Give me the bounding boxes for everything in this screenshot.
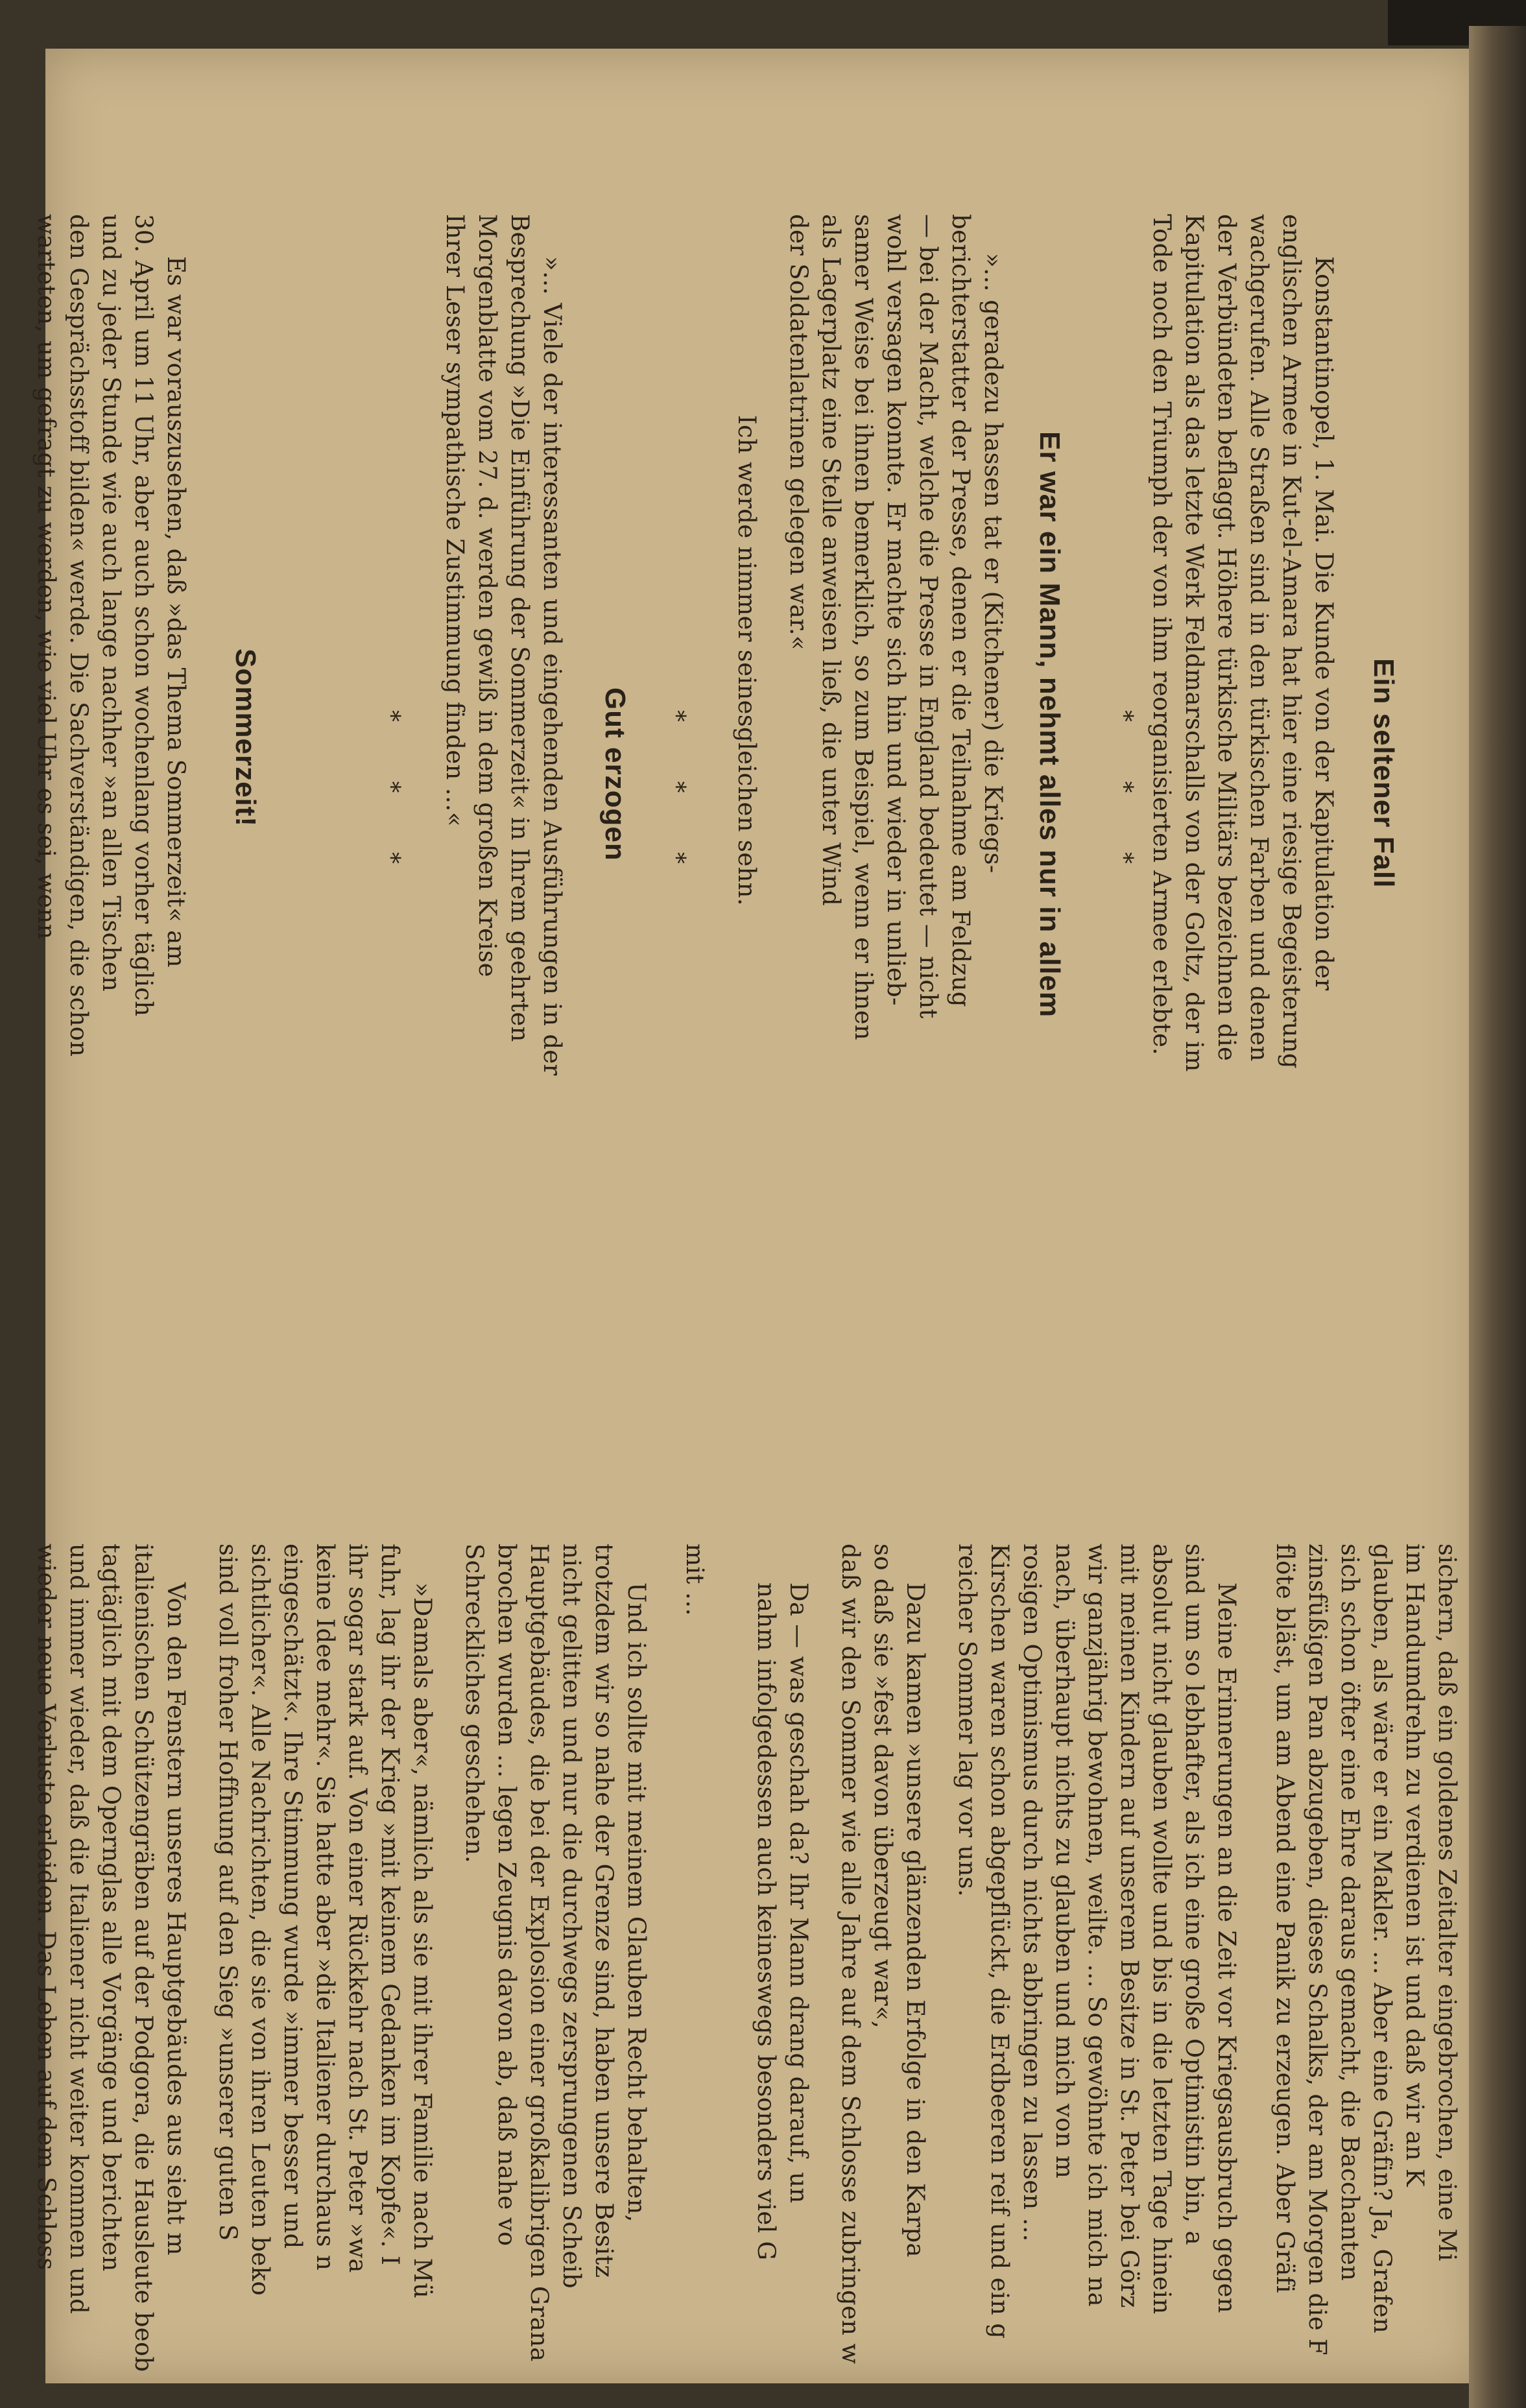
text-line: Da — was geschah da? Ihr Mann drang darauf, un <box>785 1582 813 2204</box>
text-line: »… Viele der interessanten und eingehenden Ausführungen in der <box>538 256 566 1076</box>
text-line: der Verbündeten beflaggt. Höhere türkische Militärs bezeichnen die <box>1213 214 1241 1062</box>
text-line: mit … <box>681 1544 709 1617</box>
text-line: brochen wurden … legen Zeugnis davon ab, daß nahe vo <box>493 1544 521 2247</box>
text-line: 30. April um 11 Uhr, aber auch schon wochenlang vorher täglich <box>130 214 158 1017</box>
text-line: flöte bläst, um am Abend eine Panik zu erzeugen. Aber Gräfi <box>1271 1544 1299 2293</box>
text-line: wieder neue Verluste erleiden. Das Leben auf dem Schloss <box>32 1544 60 2271</box>
text-line: Besprechung »Die Einführung der Sommerzeit« in Ihrem geehrten <box>506 214 534 1042</box>
title-ein-seltener-fall: Ein seltener Fall <box>1368 658 1400 888</box>
text-line: eingeschätzt«. Ihre Stimmung wurde »immer besser und <box>279 1544 307 2249</box>
text-line: Meine Erinnerungen an die Zeit vor Kriegsausbruch gegen <box>1213 1582 1241 2313</box>
text-line: sichern, daß ein goldenes Zeitalter eingebrochen, eine Mi <box>1433 1544 1461 2261</box>
right-column <box>0 1511 1526 2408</box>
text-line: Morgenblatte vom 27. d. werden gewiß in dem großen Kreise <box>473 214 501 977</box>
text-line: und immer wieder, daß die Italiener nicht weiter kommen und <box>65 1544 93 2315</box>
text-line: reicher Sommer lag vor uns. <box>953 1544 981 1897</box>
text-line: ihr sogar stark auf. Von einer Rückkehr nach St. Peter »wa <box>344 1544 372 2273</box>
text-line: berichterstatter der Presse, denen er die Teilnahme am Feldzug <box>947 214 975 1007</box>
separator-stars: * * * <box>663 710 689 890</box>
text-line: wir ganzjährig bewohnen, weilte. … So gewöhnte ich mich na <box>1083 1544 1111 2307</box>
text-line: absolut nicht glauben wollte und bis in die letzten Tage hinein <box>1148 1544 1176 2315</box>
text-line: Kapitulation als das letzte Werk Feldmarschalls von der Goltz, der im <box>1180 214 1208 1072</box>
text-line: nicht gelitten und nur die durchwegs zersprungenen Scheib <box>558 1544 586 2289</box>
text-line: den Gesprächsstoff bilden« werde. Die Sachverständigen, die schon <box>65 214 93 1057</box>
text-line: Konstantinopel, 1. Mai. Die Kunde von der Kapitulation der <box>1310 256 1338 991</box>
text-line: Ihrer Leser sympathische Zustimmung finden …« <box>441 214 469 827</box>
text-line: »Damals aber«, nämlich als sie mit ihrer Familie nach Mü <box>409 1582 436 2299</box>
text-line: wohl versagen konnte. Er machte sich hin und wieder in unlieb- <box>882 214 910 1006</box>
text-line: so daß sie »fest davon überzeugt war«, <box>869 1544 897 2029</box>
text-line: warteten, um gefragt zu werden, wie viel Uhr es sei, wenn <box>32 214 60 940</box>
quote-line: Ich werde nimmer seinesgleichen sehn. <box>733 415 761 906</box>
text-line: Dazu kamen »unsere glänzenden Erfolge in den Karpa <box>901 1582 929 2258</box>
text-line: Von den Fenstern unseres Hauptgebäudes aus sieht m <box>162 1582 190 2256</box>
text-line: trotzdem wir so nahe der Grenze sind, haben unsere Besitz <box>590 1544 618 2278</box>
text-line: Schreckliches geschehen. <box>460 1544 488 1864</box>
text-line: Kirschen waren schon abgepflückt, die Erdbeeren reif und ein g <box>986 1544 1014 2339</box>
text-line: sind um so lebhafter, als ich eine große Optimistin bin, a <box>1180 1544 1208 2245</box>
text-line: im Handumdrehn zu verdienen ist und daß wir an K <box>1401 1544 1429 2187</box>
text-line: fuhr, lag ihr der Krieg »mit keinem Gedanken im Kopfe«. I <box>376 1544 404 2266</box>
text-line: rosigen Optimismus durch nichts abbringen zu lassen … <box>1018 1544 1046 2242</box>
text-line: tagtäglich mit dem Opernglas alle Vorgänge und berichten <box>97 1544 125 2272</box>
text-line: nahm infolgedessen auch keineswegs besonders viel G <box>752 1582 780 2261</box>
text-line: Tode noch den Triumph der von ihm reorganisierten Armee erlebte. <box>1148 214 1176 1056</box>
text-line: mit meinen Kindern auf unserem Besitze in St. Peter bei Görz <box>1115 1544 1143 2308</box>
text-line: samer Weise bei ihnen bemerklich, so zum Beispiel, wenn er ihnen <box>850 214 877 1041</box>
text-line: wachgerufen. Alle Straßen sind in den türkischen Farben und denen <box>1245 214 1273 1062</box>
text-line: und zu jeder Stunde wie auch lange nachher »an allen Tischen <box>97 214 125 992</box>
text-line: Und ich sollte mit meinem Glauben Recht behalten, <box>623 1582 650 2223</box>
separator-stars: * * * <box>1110 710 1137 890</box>
text-line: englischen Armee in Kut-el-Amara hat hier eine riesige Begeisterung <box>1278 214 1305 1069</box>
text-line: keine Idee mehr«. Sie hatte aber »die Italiener durchaus n <box>311 1544 339 2271</box>
text-line: als Lagerplatz eine Stelle anweisen ließ, die unter Wind <box>817 214 845 907</box>
heading-gut-erzogen: Gut erzogen <box>599 687 631 861</box>
text-line: der Soldatenlatrinen gelegen war.« <box>785 214 813 650</box>
text-line: italienischen Schützengräben auf der Podgora, die Hausleute beob <box>130 1544 158 2372</box>
text-line: sind voll froher Hoffnung auf den Sieg »unserer guten S <box>214 1544 242 2241</box>
heading-er-war-ein-mann: Er war ein Mann, nehmt alles nur in allem <box>1034 431 1066 1018</box>
text-line: »… geradezu hassen tat er (Kitchener) die Kriegs- <box>979 253 1007 874</box>
text-line: daß wir den Sommer wie alle Jahre auf dem Schlosse zubringen w <box>837 1544 864 2365</box>
text-line: — bei der Macht, welche die Presse in England bedeutet — nicht <box>914 214 942 1019</box>
separator-stars: * * * <box>377 710 404 890</box>
text-line: sich schon öfter eine Ehre daraus gemacht, die Bacchanten <box>1336 1544 1364 2282</box>
text-line: Es war vorauszusehen, daß »das Thema Sommerzeit« am <box>162 256 190 968</box>
text-line: zinsfüßigen Pan abzugeben, dieses Schalks, der am Morgen die F <box>1304 1544 1331 2356</box>
text-line: Hauptgebäudes, die bei der Explosion einer großkalibrigen Grana <box>525 1544 553 2362</box>
heading-sommerzeit: Sommerzeit! <box>230 649 261 828</box>
text-line: glauben, als wäre er ein Makler. … Aber eine Gräfin? Ja, Grafen <box>1368 1544 1396 2333</box>
text-line: nach, überhaupt nichts zu glauben und mich von m <box>1051 1544 1079 2179</box>
text-line: sichtlicher«. Alle Nachrichten, die sie von ihren Leuten beko <box>246 1544 274 2296</box>
